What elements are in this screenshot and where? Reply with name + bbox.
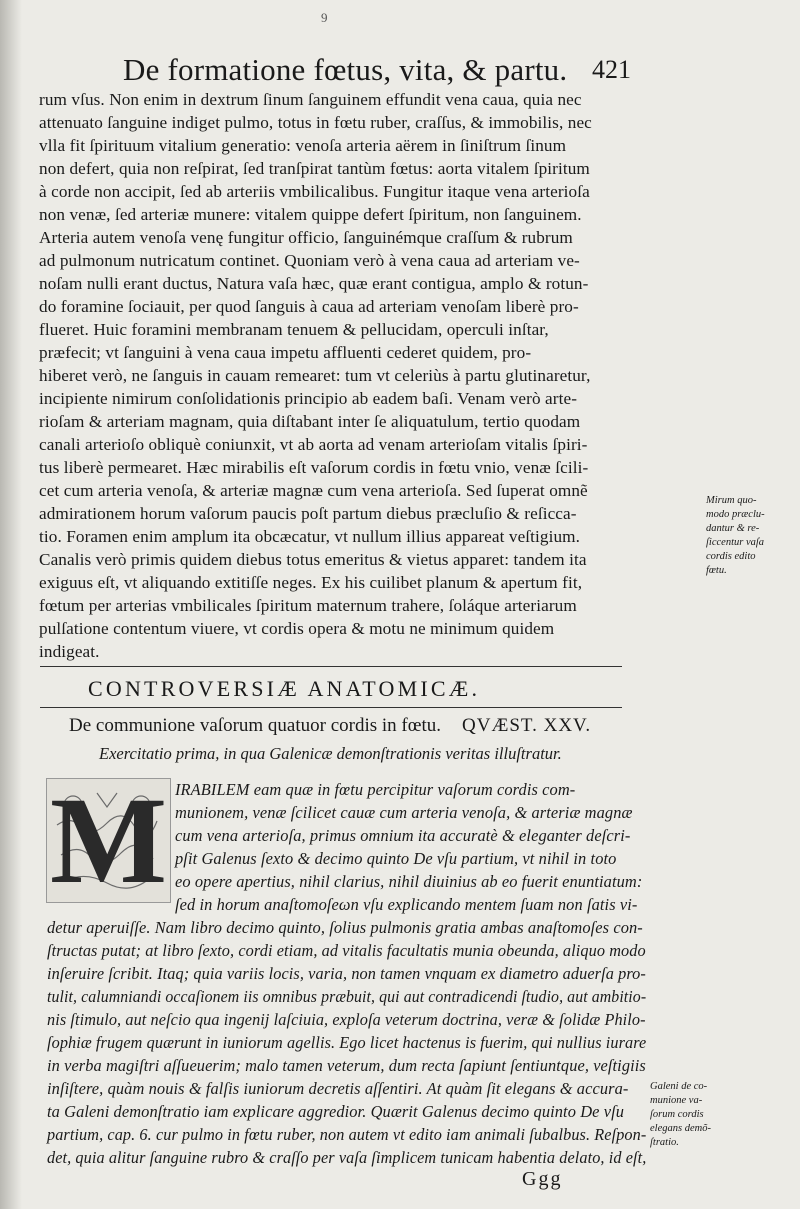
margin-note-line: elegans demõ- [650,1123,711,1134]
text-line: ſtructas putat; at libro ſexto, cordi etiam, ad vitalis facultatis munia obeunda, aliquo modo [47,941,646,960]
signature-mark: Ggg [522,1168,563,1190]
section-heading: CONTROVERSIÆ ANATOMICÆ. [88,676,481,701]
text-line: det, quia alitur ſanguine rubro & craſſo per vaſa ſimplicem tunicam habentia delato, id eſt, [47,1148,647,1167]
text-line: attenuato ſanguine indiget pulmo, totus in fœtu ruber, craſſus, & immobilis, nec [39,113,592,132]
margin-note-line: ſiccentur vaſa [706,537,765,548]
question-title: De communione vaſorum quatuor cordis in fœtu. [69,715,442,736]
margin-note-line: munione va- [650,1095,703,1106]
text-line: inſeruire ſcribit. Itaq; quia variis locis, varia, non tamen vnquam ex diametro aduerſa pro- [47,964,646,983]
text-line: non venæ, ſed arteriæ munere: vitalem quippe defert ſpiritum, non ſanguinem. [39,205,582,224]
page-gutter-shadow [0,0,22,1209]
text-line: ta Galeni demonſtratio iam explicare aggredior. Quærit Galenus decimo quinto De vſu [47,1102,625,1121]
margin-note-line: dantur & re- [706,523,760,534]
text-line: Canalis verò primis quidem diebus totus emeritus & vietus apparet: tandem ita [39,550,587,569]
text-line: fœtum per arterias vmbilicales ſpiritum maternum trahere, ſoláque arteriarum [39,596,577,615]
decorated-initial [46,778,171,903]
margin-note-line: cordis edito [706,551,756,562]
text-line: inſiſtere, quàm nouis & falſis iuniorum decretis aſſentiri. At quàm ſit elegans & accura- [47,1079,629,1098]
text-line: pſit Galenus ſexto & decimo quinto De vſu partium, vt nihil in toto [175,849,617,868]
text-line: pulſatione contentum viuere, vt cordis opera & motu ne minimum quidem [39,619,555,638]
margin-note-line: fœtu. [706,565,727,576]
heading-rule [40,707,622,708]
page-number: 421 [592,55,631,84]
text-line: detur aperuiſſe. Nam libro decimo quinto, ſolius pulmonis gratia ambas anaſtomoſes con- [47,918,643,937]
text-line: cum vena arterioſa, primus omnium ita accuratè & eleganter deſcri- [175,826,631,845]
text-line: in verba magiſtri aſſueuerim; malo tamen veterum, dum recta ſapiunt ſentiuntque, veſtigiis [47,1056,646,1075]
margin-note-line: modo præclu- [706,509,765,520]
text-line: rioſam & arteriam magnam, quia diſtabant inter ſe aliquatulum, tertio quodam [39,412,581,431]
margin-note-line: ſorum cordis [650,1109,704,1120]
text-line: ad pulmonum nutricatum continet. Quoniam verò à vena caua ad arteriam ve- [39,251,580,270]
text-line: vlla fit ſpirituum vitalium generatio: venoſa arteria aërem in ſiniſtrum ſinum [39,136,567,155]
text-line: indigeat. [39,642,100,661]
text-line: cet cum arteria venoſa, & arteriæ magnæ cum vena arterioſa. Sed ſuperat omnẽ [39,481,588,500]
text-line: tus liberè permearet. Hæc mirabilis eſt vaſorum cordis in fœtu vnio, venæ ſcili- [39,458,589,477]
text-line: noſam nulli erant ductus, Natura vaſa hæc, quæ erant contigua, amplo & rotun- [39,274,589,293]
running-head: De formatione fœtus, vita, & partu. [123,52,568,87]
text-line: canali arterioſo obliquè coniunxit, vt ab aorta ad venam arterioſam vitalis ſpiri- [39,435,588,454]
top-mark: 9 [321,10,328,25]
text-line: præfecit; vt ſanguini à vena caua impetu affluenti cederet quidem, pro- [39,343,532,362]
text-line: admirationem horum vaſorum paucis poſt partum diebus præcluſio & reſicca- [39,504,577,523]
exercise-subtitle: Exercitatio prima, in qua Galenicæ demonſtrationis veritas illuſtratur. [99,744,562,763]
text-line: incipiente nimirum conſolidationis principio ab eadem baſi. Venam verò arte- [39,389,578,408]
text-line: flueret. Huic foramini membranam tenuem & pellucidam, operculi inſtar, [39,320,549,339]
text-line: munionem, venæ ſcilicet cauæ cum arteria venoſa, & arteriæ magnæ [175,803,633,822]
text-line: rum vſus. Non enim in dextrum ſinum ſanguinem effundit vena caua, quia nec [39,90,582,109]
text-line: à corde non accipit, ſed ab arteriis vmbilicalibus. Fungitur itaque vena arterioſa [39,182,590,201]
text-line: non defert, quia non reſpirat, ſed tranſpirat tantùm fœtus: aorta vitalem ſpiritum [39,159,590,178]
text-line: Arteria autem venoſa venę fungitur officio, ſanguinémque craſſum & rubrum [39,228,573,247]
text-line: IRABILEM eam quæ in fœtu percipitur vaſorum cordis com- [175,780,576,799]
text-line: nis ſtimulo, aut neſcio qua ingenij laſciuia, exploſa veterum doctrina, veræ & ſolidæ Philo- [47,1010,646,1029]
text-line: partium, cap. 6. cur pulmo in fœtu ruber, non autem vt edito iam animali ſubalbus. Reſpon- [47,1125,647,1144]
text-line: tio. Foramen enim amplum ita obcæcatur, vt nullum illius appareat veſtigium. [39,527,581,546]
text-line: ſed in horum anaſtomoſeωn vſu explicando mentem ſuam non ſatis vi- [175,895,638,914]
question-number: QVÆST. XXV. [462,715,592,736]
text-line: ſophiæ frugem quærunt in iuniorum agellis. Ego licet hactenus is fuerim, qui nullius iurare [47,1033,647,1052]
text-line: hiberet verò, ne ſanguis in cauam remearet: tum vt celeriùs à partu glutinaretur, [39,366,591,385]
margin-note-line: ſtratio. [650,1137,679,1148]
text-line: do foramine ſociauit, per quod ſanguis à caua ad arteriam venoſam liberè pro- [39,297,579,316]
initial-letter: M [49,778,168,903]
top-rule [40,666,622,667]
text-line: exiguus eſt, vt aliquando extitiſſe neges. Ex his cuilibet planum & apertum fit, [39,573,583,592]
text-line: tulit, calumniandi occaſionem iis omnibus præbuit, qui aut contradicendi ſtudio, aut ambitio- [47,987,647,1006]
margin-note-line: Mirum quo- [706,495,757,506]
text-line: eo opere apertius, nihil clarius, nihil diuinius ab eo fuerit enuntiatum: [175,872,643,891]
margin-note-line: Galeni de co- [650,1081,708,1092]
